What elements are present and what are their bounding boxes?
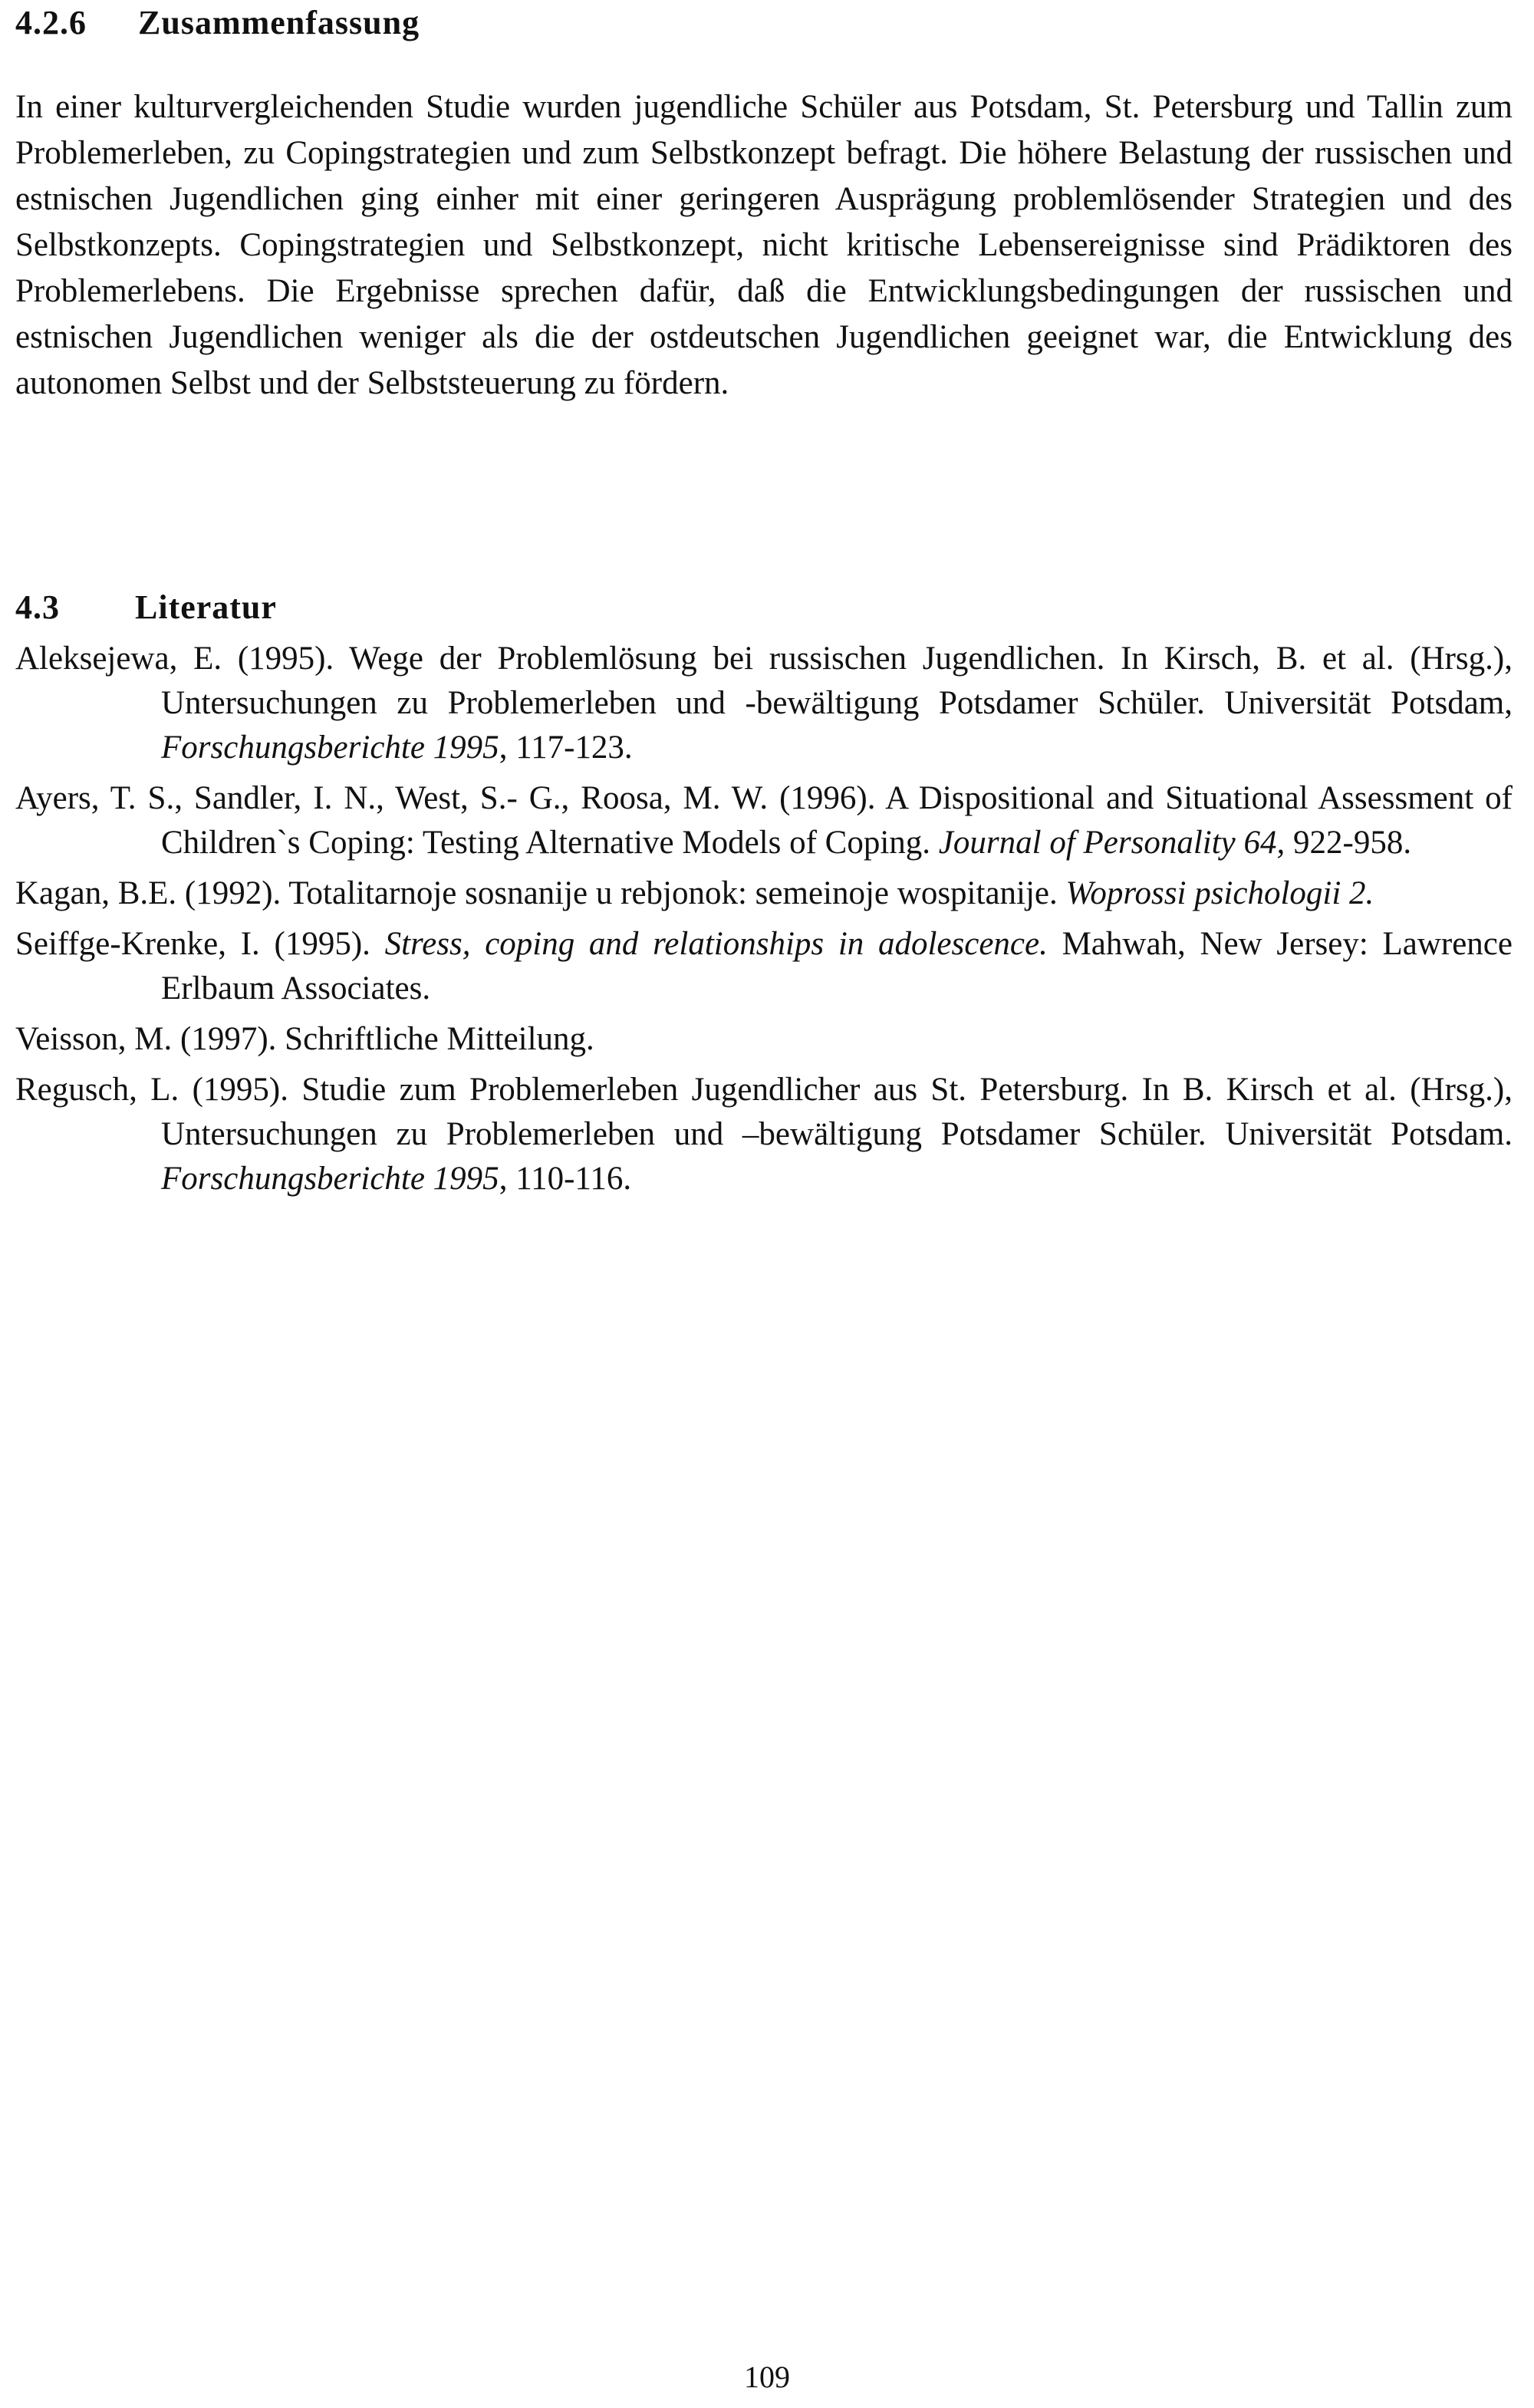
reference-tail: 922-958.: [1285, 825, 1412, 861]
section-heading-summary: [15, 3, 420, 42]
reference-text: Ayers, T. S., Sandler, I. N., West, S.- G., Roosa, M. W. (1996). A Dispositional and Situational Assessment of Children`s Coping: Testing Alternative Models of Coping.: [15, 780, 1513, 861]
reference-kagan: [15, 871, 1513, 916]
reference-text: Regusch, L. (1995). Studie zum Problemerleben Jugendlicher aus St. Petersburg. In B. Kirsch et al. (Hrsg.), Untersuchungen zu Problemerleben und –bewältigung Potsdamer Schüler. Universität Potsdam.: [15, 1072, 1513, 1152]
reference-seiffge-krenke: [15, 922, 1513, 1011]
reference-source-italic: Woprossi psichologii 2.: [1065, 875, 1374, 911]
reference-veisson: [15, 1017, 1513, 1062]
reference-tail: , 110-116.: [499, 1161, 632, 1197]
reference-text: Aleksejewa, E. (1995). Wege der Problemlösung bei russischen Jugendlichen. In Kirsch, B. et al. (Hrsg.), Untersuchungen zu Problemerleben und -bewältigung Potsdamer Schüler. Universität Potsdam,: [15, 641, 1513, 721]
section-heading-literature: [15, 588, 277, 627]
reference-source-italic: Journal of Personality 64,: [938, 825, 1285, 861]
reference-aleksejewa: [15, 637, 1513, 770]
reference-text: Seiffge-Krenke, I. (1995).: [15, 926, 385, 962]
reference-text: Kagan, B.E. (1992). Totalitarnoje sosnanije u rebjonok: semeinoje wospitanije.: [15, 875, 1066, 911]
reference-source-italic: Forschungsberichte 1995: [161, 1161, 499, 1197]
reference-list: [15, 637, 1513, 1207]
reference-ayers: [15, 776, 1513, 865]
summary-paragraph: In einer kulturvergleichenden Studie wurden jugendliche Schüler aus Potsdam, St. Petersburg und Tallin zum Problemerleben, zu Copingstrategien und zum Selbstkonzept befragt. Die höhere Belastung der russischen und estnischen Jugendlichen ging einher mit einer geringeren Ausprägung problemlösender Strategien und des Selbstkonzepts. Copingstrategien und Selbstkonzept, nicht kritische Lebensereignisse sind Prädiktoren des Problemerlebens. Die Ergebnisse sprechen dafür, daß die Entwicklungsbedingungen der russischen und estnischen Jugendlichen weniger als die der ostdeutschen Jugendlichen geeignet war, die Entwicklung des autonomen Selbst und der Selbststeuerung zu fördern.: [15, 89, 1513, 401]
page-number: 109: [744, 2360, 790, 2394]
section-title: Literatur: [135, 588, 277, 626]
reference-text: Veisson, M. (1997). Schriftliche Mitteilung.: [15, 1021, 594, 1057]
section-number: 4.2.6: [15, 4, 87, 41]
reference-source-italic: Forschungsberichte 1995: [161, 730, 499, 766]
reference-source-italic: Stress, coping and relationships in adolescence.: [384, 926, 1048, 962]
reference-tail: , 117-123.: [499, 730, 633, 766]
section-title: Zusammenfassung: [138, 4, 420, 41]
reference-regusch: [15, 1068, 1513, 1201]
section-number: 4.3: [15, 588, 60, 626]
reference-tail: Mahwah, New Jersey: Lawrence Erlbaum Associates.: [161, 926, 1513, 1006]
